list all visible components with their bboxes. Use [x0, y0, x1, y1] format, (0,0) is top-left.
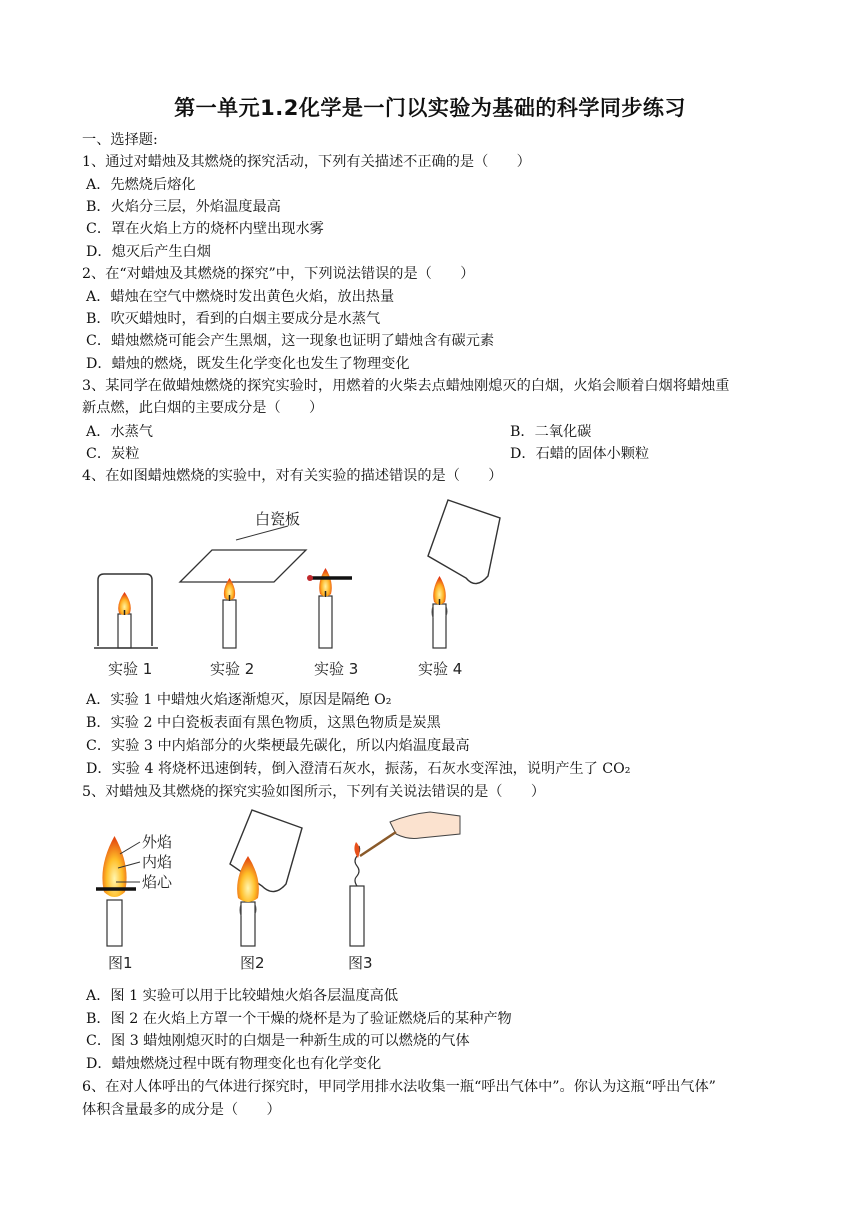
- question-4-option-a: A．实验 1 中蜡烛火焰逐渐熄灭，原因是隔绝 O₂: [86, 692, 392, 708]
- figure-3-drawing: [350, 812, 460, 946]
- question-4-option-d: D．实验 4 将烧杯迅速倒转，倒入澄清石灰水，振荡，石灰水变浑浊，说明产生了 CO₂: [86, 761, 631, 777]
- question-3-option-c: C．炭粒: [86, 446, 140, 462]
- figure-2-drawing: [230, 810, 302, 946]
- hand-drawing: [390, 812, 460, 839]
- experiment-2-drawing: [180, 510, 306, 648]
- figure-candle-experiments: [88, 496, 508, 684]
- question-1-option-b: B．火焰分三层，外焰温度最高: [86, 199, 281, 215]
- question-1-option-a: A．先燃烧后熔化: [86, 177, 196, 193]
- question-5-option-d: D．蜡烛燃烧过程中既有物理变化也有化学变化: [86, 1056, 382, 1072]
- label-inner-flame: 内焰: [142, 853, 173, 871]
- question-2-option-b: B．吹灭蜡烛时，看到的白烟主要成分是水蒸气: [86, 311, 381, 327]
- experiment-1-drawing: [94, 574, 158, 648]
- figure-1-drawing: [96, 833, 173, 946]
- flame-icon: [354, 842, 359, 858]
- question-6-stem-line2: 体积含量最多的成分是（ ）: [82, 1102, 281, 1118]
- question-4-stem: 4、在如图蜡烛燃烧的实验中，对有关实验的描述错误的是（ ）: [82, 468, 503, 484]
- label-fig1: 图1: [108, 954, 133, 972]
- question-2-option-a: A．蜡烛在空气中燃烧时发出黄色火焰，放出热量: [86, 289, 395, 305]
- question-5-option-c: C．图 3 蜡烛刚熄灭时的白烟是一种新生成的可以燃烧的气体: [86, 1033, 470, 1049]
- question-5-stem: 5、对蜡烛及其燃烧的探究实验如图所示，下列有关说法错误的是（ ）: [82, 784, 546, 800]
- page-title: 第一单元1.2化学是一门以实验为基础的科学同步练习: [174, 96, 686, 120]
- label-exp2: 实验 2: [210, 660, 255, 678]
- label-exp1: 实验 1: [108, 660, 153, 678]
- question-2-option-d: D．蜡烛的燃烧，既发生化学变化也发生了物理变化: [86, 356, 410, 372]
- label-white-plate: 白瓷板: [255, 510, 301, 528]
- question-1-option-c: C．罩在火焰上方的烧杯内壁出现水雾: [86, 221, 324, 237]
- label-exp4: 实验 4: [418, 660, 463, 678]
- figure-flame-structure: [90, 806, 470, 978]
- section-heading: 一、选择题:: [82, 132, 158, 148]
- experiment-4-drawing: [428, 500, 500, 648]
- label-flame-core: 焰心: [142, 873, 173, 891]
- experiment-3-drawing: [307, 568, 352, 648]
- label-fig3: 图3: [348, 954, 373, 972]
- label-outer-flame: 外焰: [142, 833, 173, 851]
- question-3-stem-line1: 3、某同学在做蜡烛燃烧的探究实验时，用燃着的火柴去点蜡烛刚熄灭的白烟，火焰会顺着白烟将蜡烛重: [82, 378, 730, 394]
- question-2-stem: 2、在“对蜡烛及其燃烧的探究”中，下列说法错误的是（ ）: [82, 266, 475, 282]
- question-4-option-c: C．实验 3 中内焰部分的火柴梗最先碳化，所以内焰温度最高: [86, 738, 470, 754]
- question-3-option-d: D．石蜡的固体小颗粒: [510, 446, 650, 462]
- question-4-option-b: B．实验 2 中白瓷板表面有黑色物质，这黑色物质是炭黑: [86, 715, 441, 731]
- question-1-option-d: D．熄灭后产生白烟: [86, 244, 211, 260]
- question-3-option-a: A．水蒸气: [86, 424, 153, 440]
- question-6-stem-line1: 6、在对人体呼出的气体进行探究时，甲同学用排水法收集一瓶“呼出气体中”。你认为这瓶“呼出气体”: [82, 1079, 716, 1095]
- question-5-option-a: A．图 1 实验可以用于比较蜡烛火焰各层温度高低: [86, 988, 399, 1004]
- question-5-option-b: B．图 2 在火焰上方罩一个干燥的烧杯是为了验证燃烧后的某种产物: [86, 1011, 512, 1027]
- question-1-stem: 1、通过对蜡烛及其燃烧的探究活动，下列有关描述不正确的是（ ）: [82, 154, 531, 170]
- question-3-stem-line2: 新点燃，此白烟的主要成分是（ ）: [82, 400, 324, 416]
- question-2-option-c: C．蜡烛燃烧可能会产生黑烟，这一现象也证明了蜡烛含有碳元素: [86, 333, 495, 349]
- question-3-option-b: B．二氧化碳: [510, 424, 592, 440]
- label-exp3: 实验 3: [314, 660, 359, 678]
- matchstick: [360, 832, 396, 856]
- label-fig2: 图2: [240, 954, 265, 972]
